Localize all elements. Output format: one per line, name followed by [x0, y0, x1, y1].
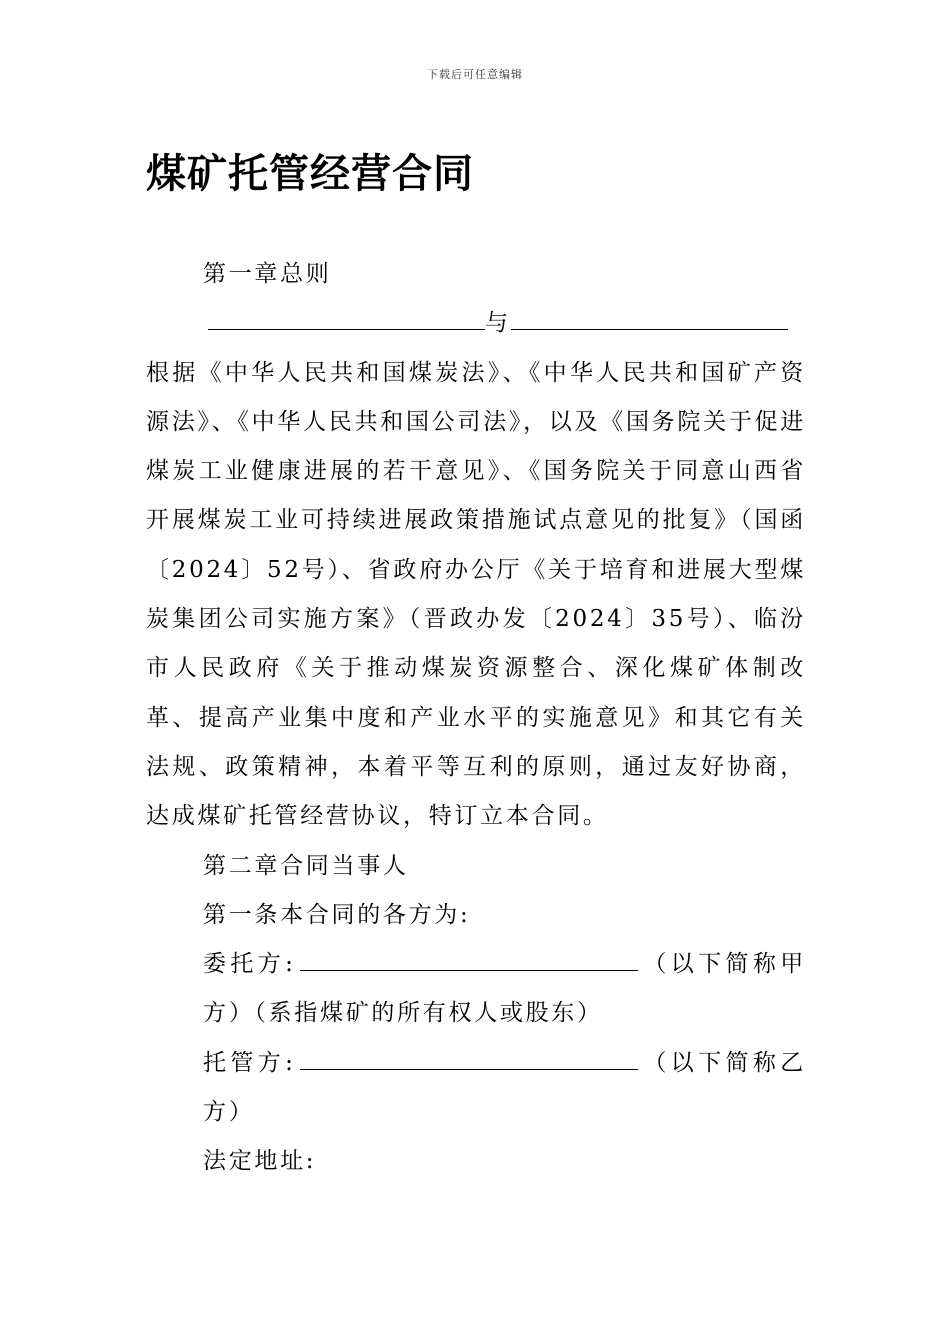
chapter-1-heading: 第一章总则 — [203, 261, 332, 287]
parties-line — [146, 299, 806, 348]
entrustor-suffix: （以下简称甲方）（系指煤矿的所有权人或股东） — [203, 951, 806, 1027]
entrustor-blank — [300, 940, 638, 971]
document-title: 煤矿托管经营合同 — [146, 151, 474, 197]
chapter-2-heading: 第二章合同当事人 — [203, 852, 409, 879]
party-b-blank — [511, 299, 788, 330]
preamble-paragraph: 根据《中华人民共和国煤炭法》、《中华人民共和国矿产资源法》、《中华人民共和国公司法》，以及《国务院关于促进煤炭工业健康进展的若干意见》、《国务院关于同意山西省开展煤炭工业可持续进展政策措施试点意见的批复》（国函〔2024〕52号）、省政府办公厅《关于培育和进展大型煤炭集团公司实施方案》（晋政办发〔2024〕35号）、临汾市人民政府《关于推动煤炭资源整合、深化煤矿体制改革、提高产业集中度和产业水平的实施意见》和其它有关法规、政策精神，本着平等互利的原则，通过友好协商，达成煤矿托管经营协议，特订立本合同。 — [146, 359, 806, 830]
header-note: 下载后可任意编辑 — [427, 68, 523, 81]
legal-address-label: 法定地址: — [203, 1148, 317, 1175]
trustee-suffix: （以下简称乙方） — [203, 1049, 806, 1126]
party-a-blank — [208, 299, 485, 330]
entrustor-label: 委托方: — [203, 951, 296, 978]
entrustor-line — [146, 940, 806, 1039]
trustee-label: 托管方: — [203, 1049, 296, 1076]
trustee-line — [146, 1039, 806, 1138]
parties-connector: 与 — [485, 310, 511, 337]
article-1: 第一条本合同的各方为: — [203, 901, 471, 928]
trustee-blank — [300, 1039, 638, 1070]
document-body — [146, 250, 806, 1187]
